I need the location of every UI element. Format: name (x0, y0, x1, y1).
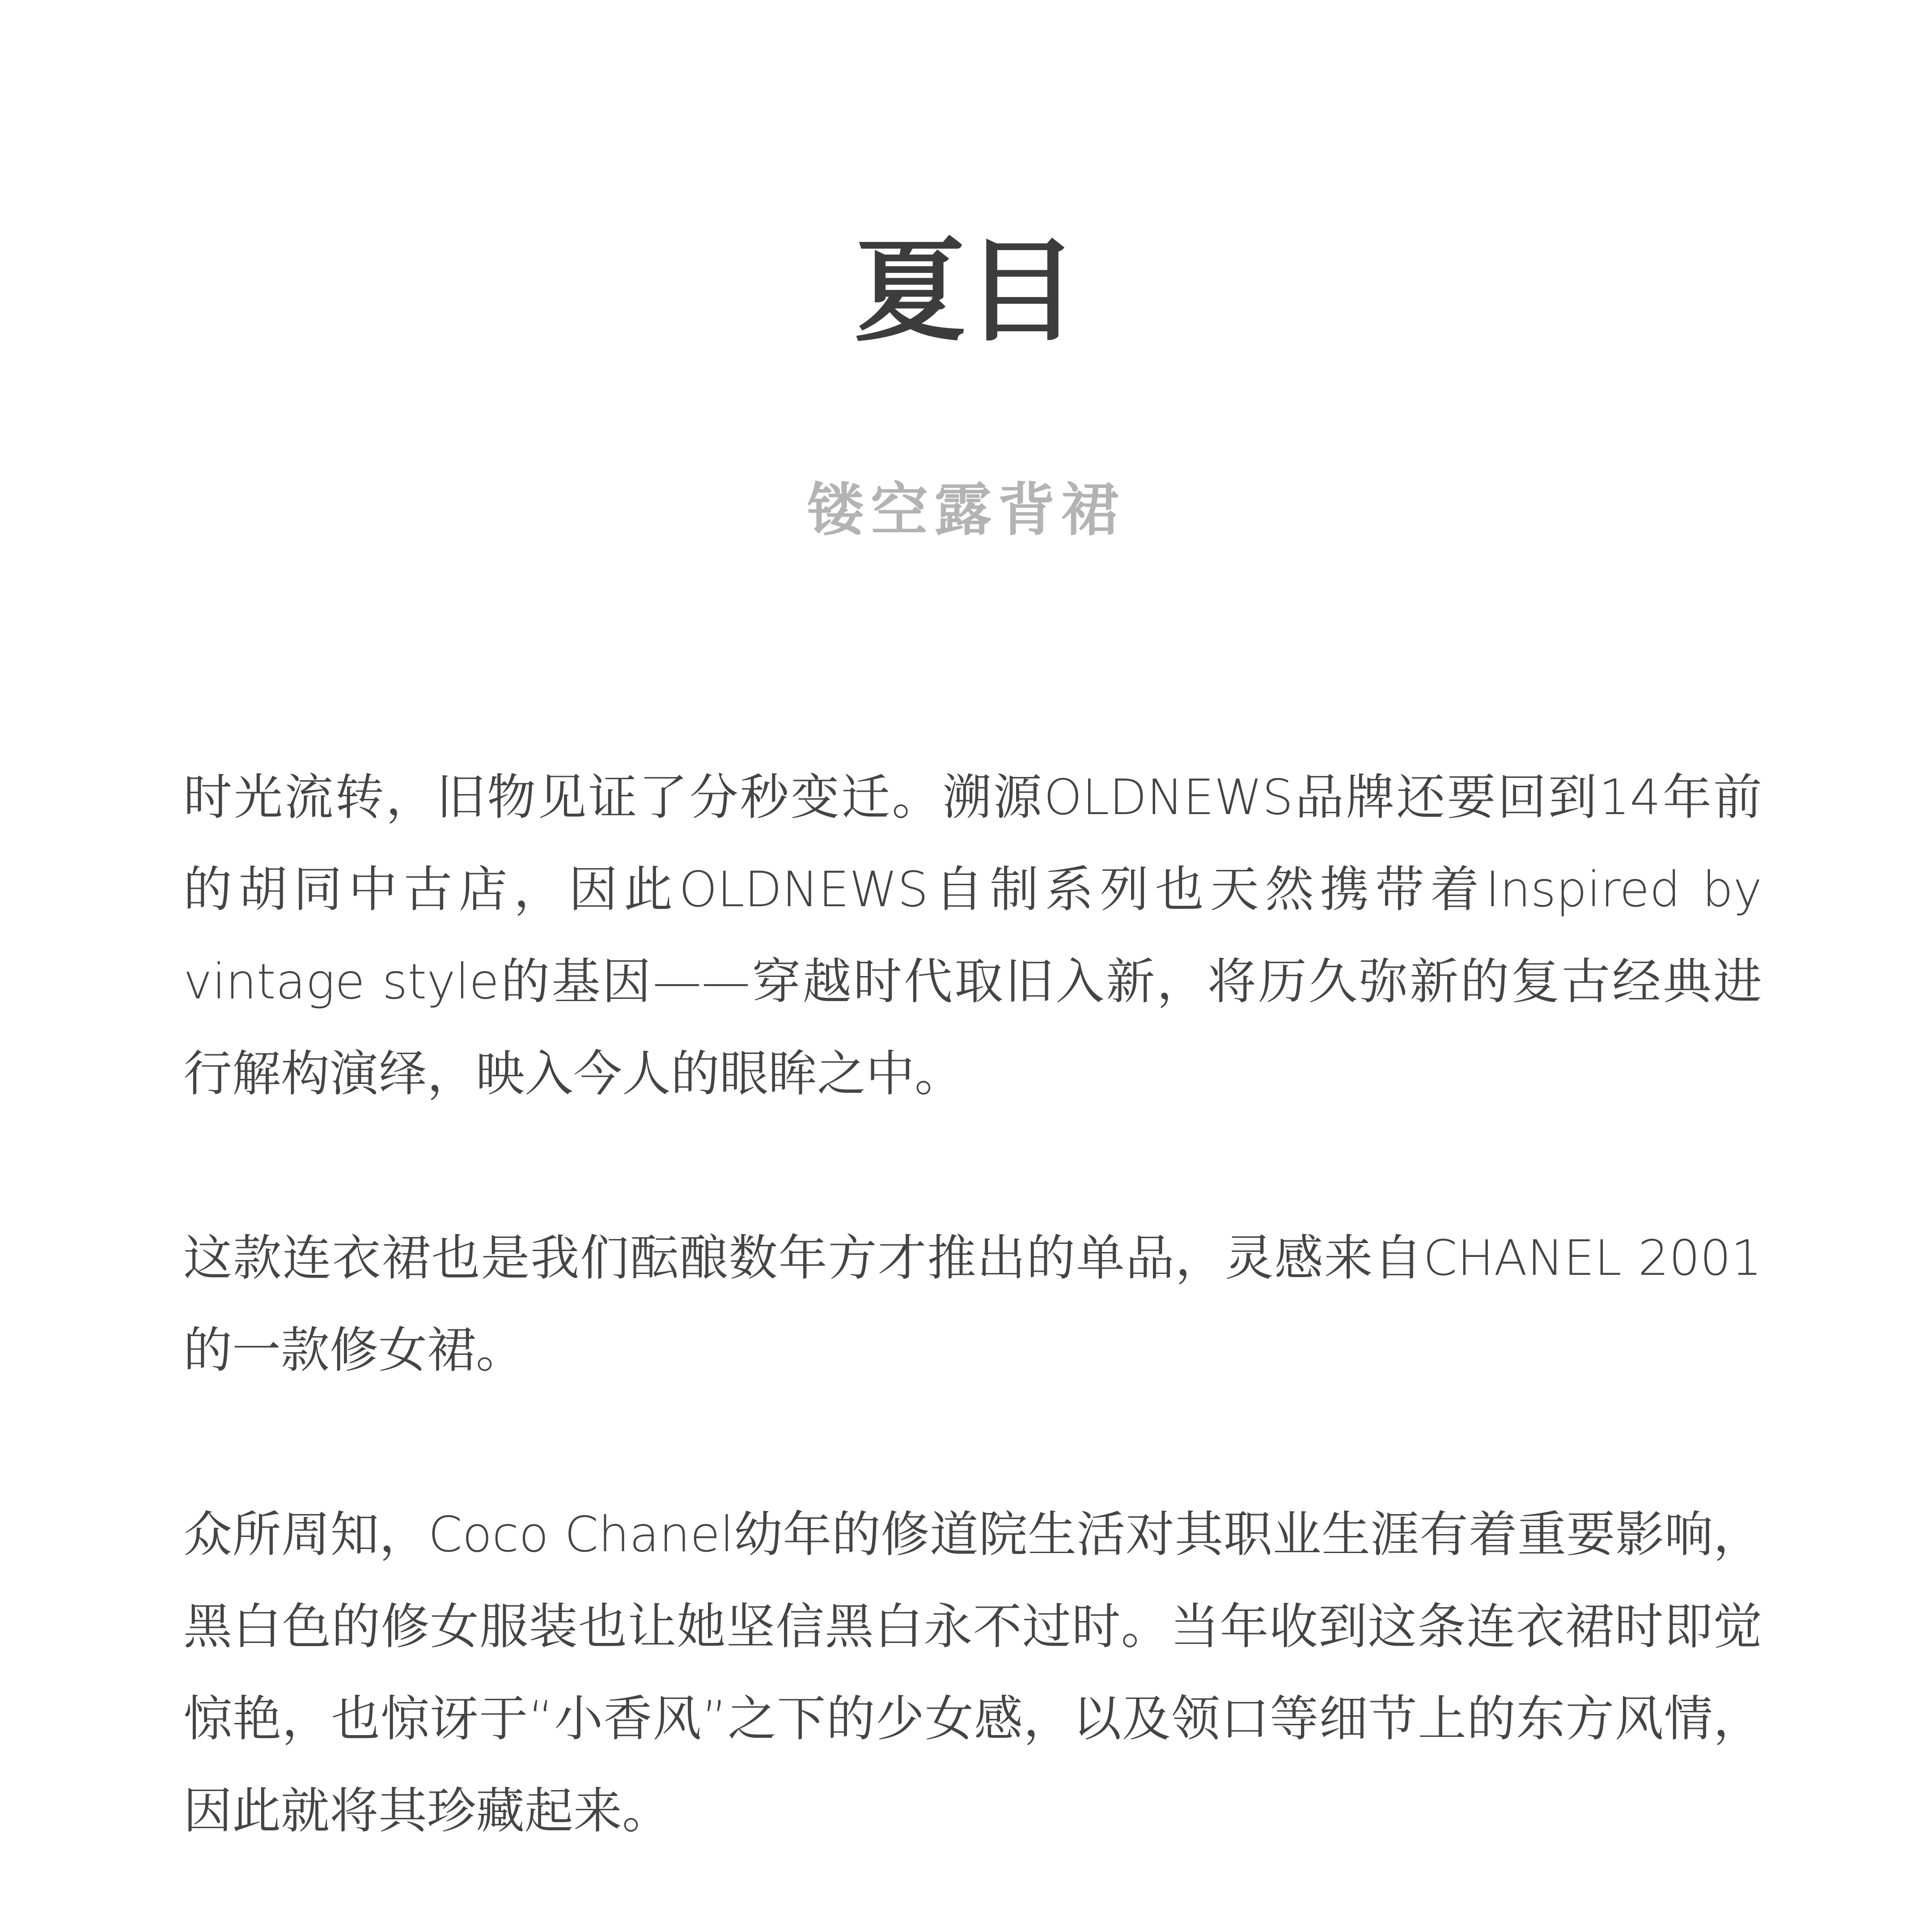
paragraph-inspiration: 这款连衣裙也是我们酝酿数年方才推出的单品，灵感来自CHANEL 2001的一款修女裙。 (183, 1230, 1762, 1379)
paragraph-spacer (183, 1120, 1762, 1212)
paragraph-spacer (183, 1396, 1762, 1489)
paragraph-heritage: 时光流转，旧物见证了分秒变迁。溯源OLDNEWS品牌还要回到14年前的胡同中古店，因此OLDNEWS自制系列也天然携带着Inspired by vintage style的基因——穿越时代取旧入新，将历久弥新的复古经典进行解构演绎，映入今人的眼眸之中。 (183, 769, 1762, 1102)
paragraph-chanel-story: 众所周知，Coco Chanel幼年的修道院生活对其职业生涯有着重要影响，黑白色的修女服装也让她坚信黑白永不过时。当年收到这条连衣裙时即觉惊艳，也惊讶于“小香风”之下的少女感，以及领口等细节上的东方风情，因此就将其珍藏起来。 (183, 1506, 1762, 1839)
article-body (183, 751, 1762, 1857)
page-title: 夏目 (854, 225, 1078, 357)
page-subtitle: 镂空露背裙 (807, 476, 1125, 543)
